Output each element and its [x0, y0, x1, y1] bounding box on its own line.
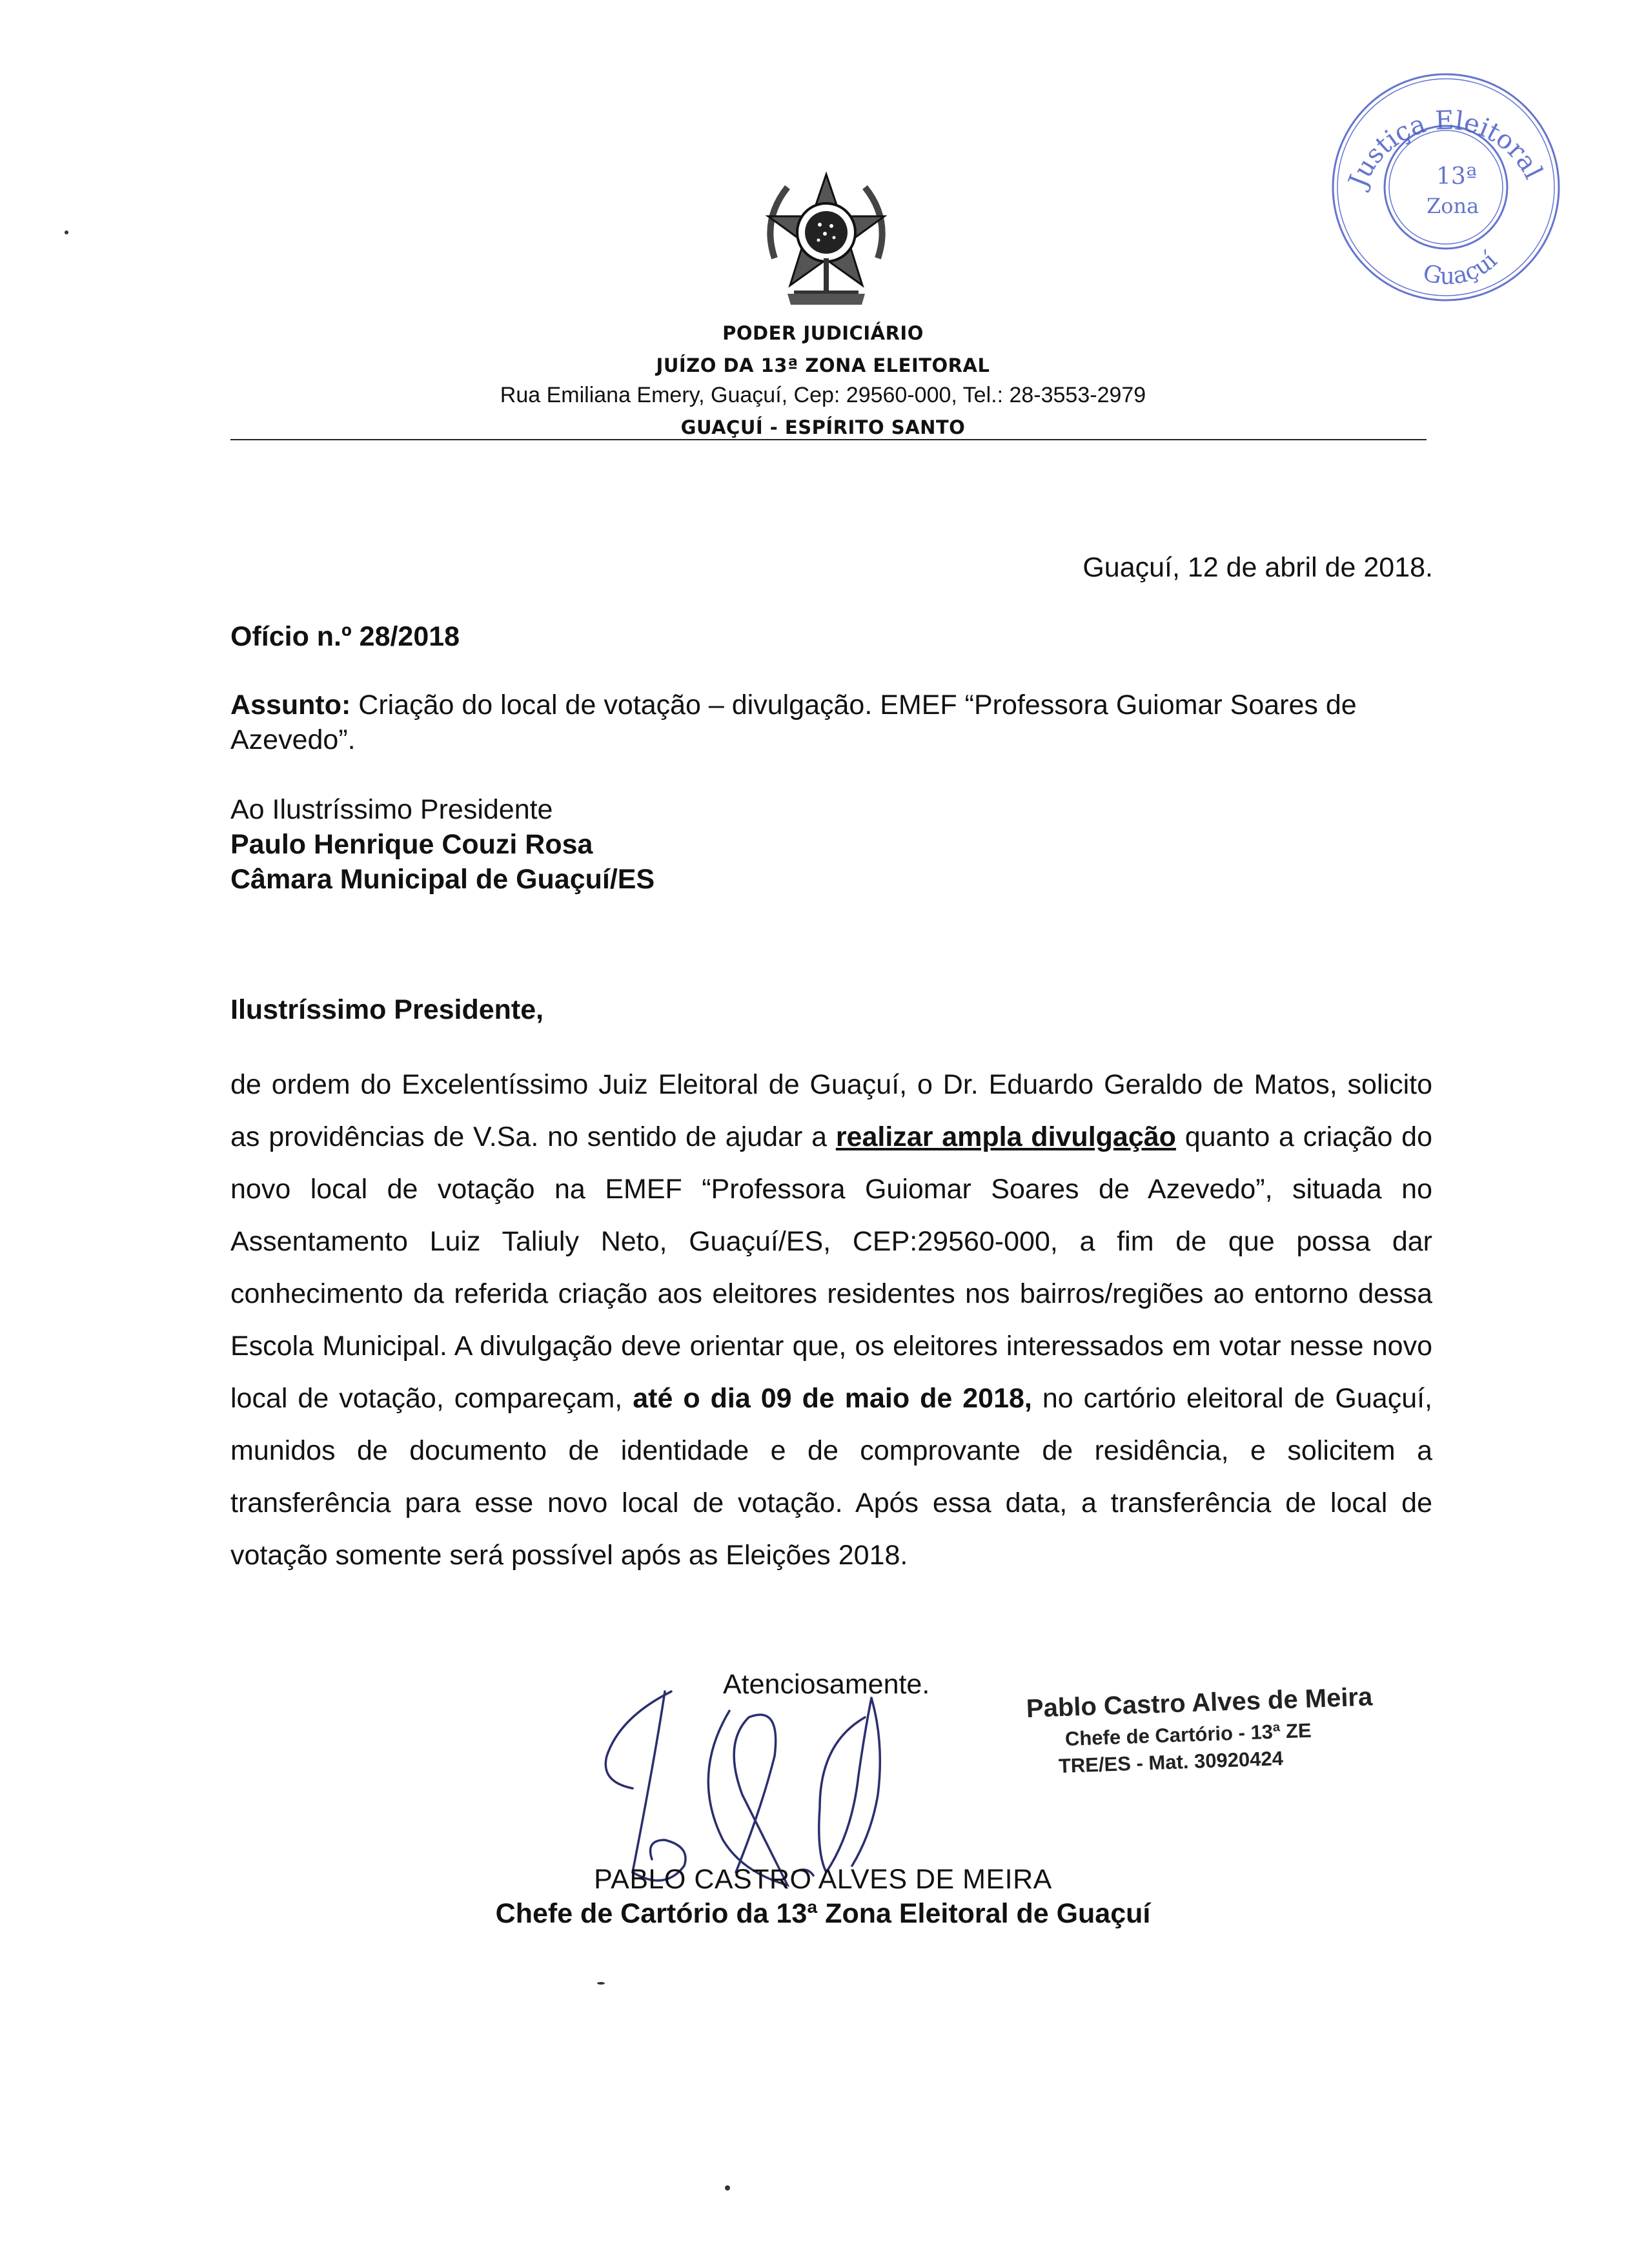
scan-speck [597, 1982, 605, 1985]
scan-speck [725, 2185, 730, 2191]
svg-text:Guaçuí: Guaçuí [1420, 247, 1503, 290]
letter-reference: Ofício n.º 28/2018 [230, 621, 460, 652]
signer-name: PABLO CASTRO ALVES DE MEIRA [594, 1864, 1052, 1895]
subject-label: Assunto: [230, 690, 351, 720]
body-part-1: de ordem do Excelentíssimo Juiz Eleitoral de Guaçuí, o Dr. Eduardo Geraldo de Matos, solicito as providências de V.Sa. no sentido de ajudar a [230, 1069, 1432, 1152]
svg-text:Zona: Zona [1427, 194, 1479, 218]
subject-text: Criação do local de votação – divulgação. EMEF “Professora Guiomar Soares de Azevedo”. [230, 690, 1357, 755]
header-line-1: PODER JUDICIÁRIO [722, 322, 924, 344]
closing: Atenciosamente. [723, 1669, 930, 1700]
stamp-name: Pablo Castro Alves de Meira [1026, 1682, 1373, 1723]
header-city-state: GUAÇUÍ - ESPÍRITO SANTO [680, 416, 966, 438]
salutation: Ilustríssimo Presidente, [230, 994, 544, 1025]
recipient-name: Paulo Henrique Couzi Rosa [230, 829, 593, 860]
stamp-role: Chefe de Cartório - 13ª ZE [1064, 1719, 1312, 1750]
subject-line [230, 688, 1434, 757]
svg-text:Justiça Eleitoral: Justiça Eleitoral [1343, 105, 1549, 192]
signer-title: Chefe de Cartório da 13ª Zona Eleitoral de Guaçuí [495, 1898, 1151, 1929]
letter-date: Guaçuí, 12 de abril de 2018. [1082, 552, 1433, 583]
scan-speck [65, 230, 68, 234]
court-seal-stamp [1317, 58, 1575, 316]
body-emphasis: realizar ampla divulgação [835, 1121, 1176, 1152]
body-part-3: no cartório eleitoral de Guaçuí, munidos de documento de identidade e de comprovante de residência, e solicitem a transferência para esse novo local de votação. Após essa data, a transferência de local de votação somente será possível após as Eleições 2018. [230, 1383, 1432, 1571]
stamp-registration: TRE/ES - Mat. 30920424 [1058, 1746, 1284, 1777]
letter-body [230, 1059, 1432, 1582]
body-part-2: quanto a criação do novo local de votação na EMEF “Professora Guiomar Soares de Azevedo”, situada no Assentamento Luiz Taliuly Neto, Guaçuí/ES, CEP:29560-000, a fim de que possa dar conhecimento da referida criação aos eleitores residentes nos bairros/regiões ao entorno dessa Escola Municipal. A divulgação deve orientar que, os eleitores interessados em votar nesse novo local de votação, compareçam, [230, 1121, 1432, 1414]
recipient-block [230, 792, 655, 897]
coat-of-arms-icon [749, 161, 904, 316]
header-address: Rua Emiliana Emery, Guaçuí, Cep: 29560-000, Tel.: 28-3553-2979 [500, 383, 1146, 407]
signer-stamp [1026, 1682, 1439, 1778]
recipient-greeting: Ao Ilustríssimo Presidente [230, 794, 553, 825]
recipient-organization: Câmara Municipal de Guaçuí/ES [230, 864, 655, 895]
header-line-2: JUÍZO DA 13ª ZONA ELEITORAL [656, 354, 990, 376]
body-deadline: até o dia 09 de maio de 2018, [633, 1383, 1032, 1414]
svg-text:13ª: 13ª [1436, 163, 1477, 190]
header-divider [230, 439, 1427, 440]
